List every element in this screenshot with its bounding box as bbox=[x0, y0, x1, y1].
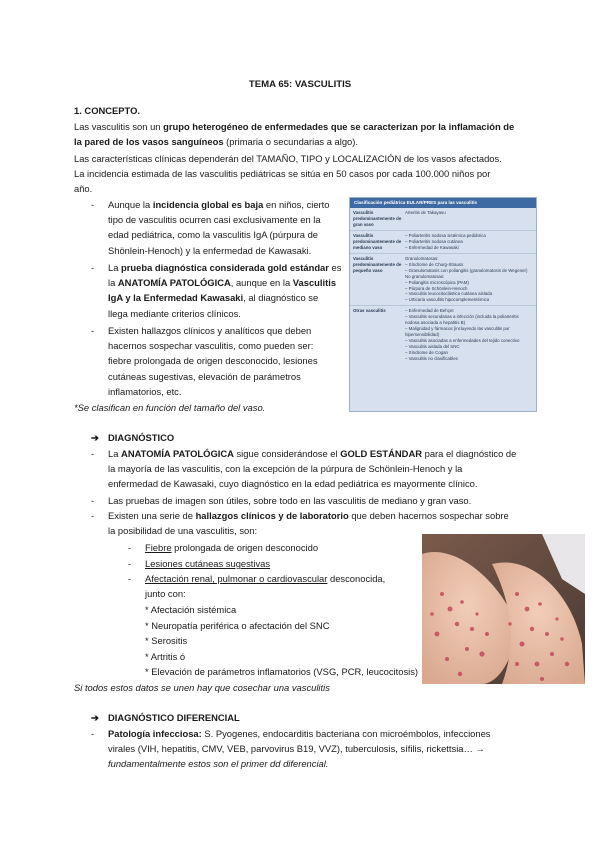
table-row-label: Vasculitis predominantemente de gran vaso bbox=[353, 210, 402, 228]
concepto-bullet-3: Existen hallazgos clínicos y analíticos que deben hacernos sospechar vasculitis, como pueden ser: fiebre prolongada de origen desconocido, lesiones cutáneas sugestivas, elevación de parámetros inflamatorios, etc. bbox=[108, 325, 318, 397]
concepto-bullet-2: La prueba diagnóstica considerada gold estándar es la ANATOMÍA PATOLÓGICA, aunque en la Vasculitis IgA y la Enfermedad Kawasaki, al diagnóstico se llega mediante criterios clínicos. bbox=[108, 262, 342, 319]
bullet-marker: - bbox=[91, 448, 95, 459]
finding-skin: Lesiones cutáneas sugestivas bbox=[145, 558, 271, 569]
classification-table bbox=[349, 197, 537, 412]
diagnostico-bullet-3: Existen una serie de hallazgos clínicos y de laboratorio que deben hacernos sospechar sobre la posibilidad de una vasculitis, son: bbox=[108, 510, 509, 537]
table-row bbox=[350, 306, 536, 363]
table-row bbox=[350, 254, 536, 307]
sub-bullet-marker: - bbox=[128, 558, 132, 569]
bullet-marker: - bbox=[91, 262, 95, 273]
diagnostico-bullet-2: Las pruebas de imagen son útiles, sobre todo en las vasculitis de mediano y gran vaso. bbox=[108, 495, 472, 506]
bullet-marker: - bbox=[91, 199, 95, 210]
table-item: – Vasculitis asociadas a enfermedades del tejido conectivo bbox=[405, 338, 520, 343]
table-item: – Vasculitis no clasificables bbox=[405, 355, 458, 361]
table-item: Arteritis de Takayasu bbox=[405, 210, 446, 216]
finding-fever: Fiebre prolongada de origen desconocido bbox=[145, 542, 319, 553]
table-item: – Poliarteritis nodosa sistémica pediátrica bbox=[405, 233, 486, 238]
table-item: – Urticaria vasculitis hipocomplementémica bbox=[405, 297, 490, 303]
table-item: Granulomatosas: bbox=[405, 255, 439, 261]
table-item: – Síndrome de Cogan bbox=[405, 349, 448, 355]
sub-bullet-marker: - bbox=[128, 542, 132, 553]
concepto-paragraph-2: Las características clínicas dependerán del TAMAÑO, TIPO y LOCALIZACIÓN de los vasos afectados. bbox=[74, 153, 502, 164]
table-row bbox=[350, 208, 536, 231]
table-item: – Vasculitis aislada del SNC bbox=[405, 343, 460, 349]
concepto-note: *Se clasifican en función del tamaño del vaso. bbox=[74, 402, 266, 413]
table-row bbox=[350, 231, 536, 254]
purpura-photo-svg bbox=[422, 534, 585, 684]
star-item: * Afectación sistémica bbox=[145, 604, 237, 615]
table-item: – Enfermedad de Kawasaki bbox=[405, 244, 459, 250]
finding-organ: Afectación renal, pulmonar o cardiovascular desconocida, junto con: bbox=[145, 573, 386, 600]
table-row-items bbox=[405, 233, 533, 251]
bullet-marker: - bbox=[91, 728, 95, 739]
page-title: TEMA 65: VASCULITIS bbox=[248, 79, 352, 90]
table-item: – Poliangitis microscópica (PAM) bbox=[405, 279, 469, 285]
star-item: * Artritis ó bbox=[145, 651, 186, 662]
bullet-marker: - bbox=[91, 325, 95, 336]
table-item: – Granulomatosis con poliangitis (granulomatosis de Wegener) bbox=[405, 267, 528, 273]
table-item: – Vasculitis leucocitoclástica cutánea aislada bbox=[405, 291, 493, 297]
table-row-label: Vasculitis predominantemente de pequeño vaso bbox=[353, 255, 402, 273]
concepto-heading: 1. CONCEPTO. bbox=[74, 105, 140, 116]
star-item: * Elevación de parámetros inflamatorios (VSG, PCR, leucocitosis) bbox=[145, 666, 419, 677]
concepto-paragraph-3: La incidencia estimada de las vasculitis pediátricas se sitúa en 50 casos por cada 100.000 niños por año. bbox=[74, 168, 491, 195]
table-row-label: Otras vasculitis bbox=[353, 308, 386, 314]
arrow-icon: ➔ bbox=[91, 432, 99, 443]
star-item: * Neuropatía periférica o afectación del SNC bbox=[145, 620, 330, 631]
table-item: – Enfermedad de Behçet bbox=[405, 308, 454, 314]
bullet-marker: - bbox=[91, 495, 95, 506]
table-item: No granulomatosas: bbox=[405, 273, 445, 279]
diferencial-bullet: Patología infecciosa: S. Pyogenes, endocarditis bacteriana con microémbolos, infecciones virales (VIH, hepatitis, CMV, VEB, parvovirus B19, VVZ), tuberculosis, sífilis, rickettsia… → fundamentalmente estos son el primer dd diferencial. bbox=[108, 728, 491, 770]
table-item: – Poliarteritis nodosa cutánea bbox=[405, 238, 463, 244]
concepto-bullet-1: Aunque la incidencia global es baja en niños, cierto tipo de vasculitis ocurren casi exclusivamente en la edad pediátrica, como la vasculitis IgA (púrpura de Shönlein-Henoch) y la enfermedad de Kawasaki. bbox=[108, 199, 330, 256]
bullet-marker: - bbox=[91, 510, 95, 521]
table-item: – Vasculitis secundarias a infección (incluida la poliarteritis nodosa asociada a hepatitis B) bbox=[405, 314, 519, 326]
table-item: – Púrpura de Schönlein-Henoch bbox=[405, 285, 468, 291]
arrow-icon: ➔ bbox=[91, 712, 99, 723]
sub-bullet-marker: - bbox=[128, 573, 132, 584]
table-row-items bbox=[405, 210, 533, 228]
diagnostico-heading: DIAGNÓSTICO bbox=[108, 432, 175, 443]
diagnostico-note: Si todos estos datos se unen hay que cosechar una vasculitis bbox=[74, 682, 330, 693]
table-row-items bbox=[405, 308, 533, 361]
table-row-items bbox=[405, 256, 533, 304]
table-item: – Síndrome de Churg-Strauss bbox=[405, 261, 464, 267]
star-item: * Serositis bbox=[145, 635, 188, 646]
table-row-label: Vasculitis predominantemente de mediano vaso bbox=[353, 233, 402, 250]
table-header: Clasificación pediátrica EULAR/PRES para las vasculitis bbox=[350, 198, 536, 208]
diferencial-heading: DIAGNÓSTICO DIFERENCIAL bbox=[108, 712, 240, 723]
purpura-photo bbox=[422, 534, 585, 684]
table-item: – Malignidad y fármacos (incluyendo las vasculitis por hipersensibilidad) bbox=[405, 326, 510, 338]
diagnostico-bullet-1: La ANATOMÍA PATOLÓGICA sigue considerándose el GOLD ESTÁNDAR para el diagnóstico de la mayoría de las vasculitis, con la excepción de la púrpura de Schönlein-Henoch y la enfermedad de Kawasaki, cuyo diagnóstico en la edad pediátrica es mayormente clínico. bbox=[108, 448, 517, 490]
concepto-paragraph-1: Las vasculitis son un grupo heterogéneo de enfermedades que se caracterizan por la inflamación de la pared de los vasos sanguíneos (primaria o secundarias a algo). bbox=[74, 121, 515, 148]
